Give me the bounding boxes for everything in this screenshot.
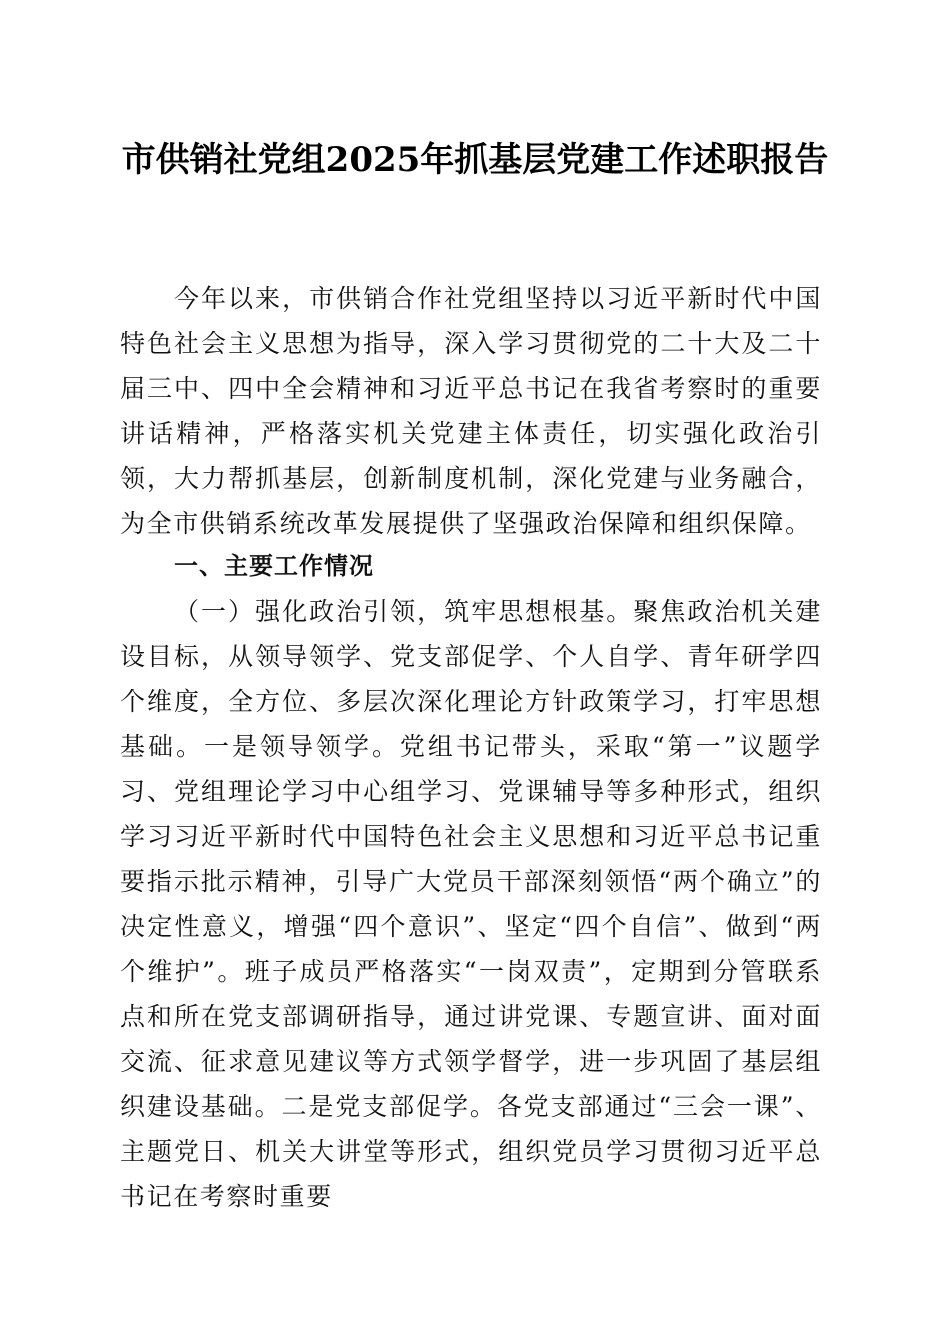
section-heading: 一、主要工作情况 [174, 552, 374, 580]
subsection-paragraph [120, 589, 822, 1219]
subsection-body: 聚焦政治机关建设目标，从领导领学、党支部促学、个人自学、青年研学四个维度，全方位、多层次深化理论方针政策学习，打牢思想基础。一是领导领学。党组书记带头，采取“第一”议题学习、党组理论学习中心组学习、党课辅导等多种形式，组织学习习近平新时代中国特色社会主义思想和习近平总书记重要指示批示精神，引导广大党员干部深刻领悟“两个确立”的决定性意义，增强“四个意识”、坚定“四个自信”、做到“两个维护”。班子成员严格落实“一岗双责”，定期到分管联系点和所在党支部调研指导，通过讲党课、专题宣讲、面对面交流、征求意见建议等方式领学督学，进一步巩固了基层组织建设基础。二是党支部促学。各党支部通过“三会一课”、主题党日、机关大讲堂等形式，组织党员学习贯彻习近平总书记在考察时重要 [120, 597, 823, 1211]
document-title: 市供销社党组2025年抓基层党建工作述职报告 [121, 140, 829, 180]
subsection-lead: （一）强化政治引领，筑牢思想根基。 [174, 597, 634, 626]
intro-paragraph: 今年以来，市供销合作社党组坚持以习近平新时代中国特色社会主义思想为指导，深入学习贯彻党的二十大及二十届三中、四中全会精神和习近平总书记在我省考察时的重要讲话精神，严格落实机关党建主体责任，切实强化政治引领，大力帮抓基层，创新制度机制，深化党建与业务融合，为全市供销系统改革发展提供了坚强政治保障和组织保障。 [120, 284, 822, 538]
